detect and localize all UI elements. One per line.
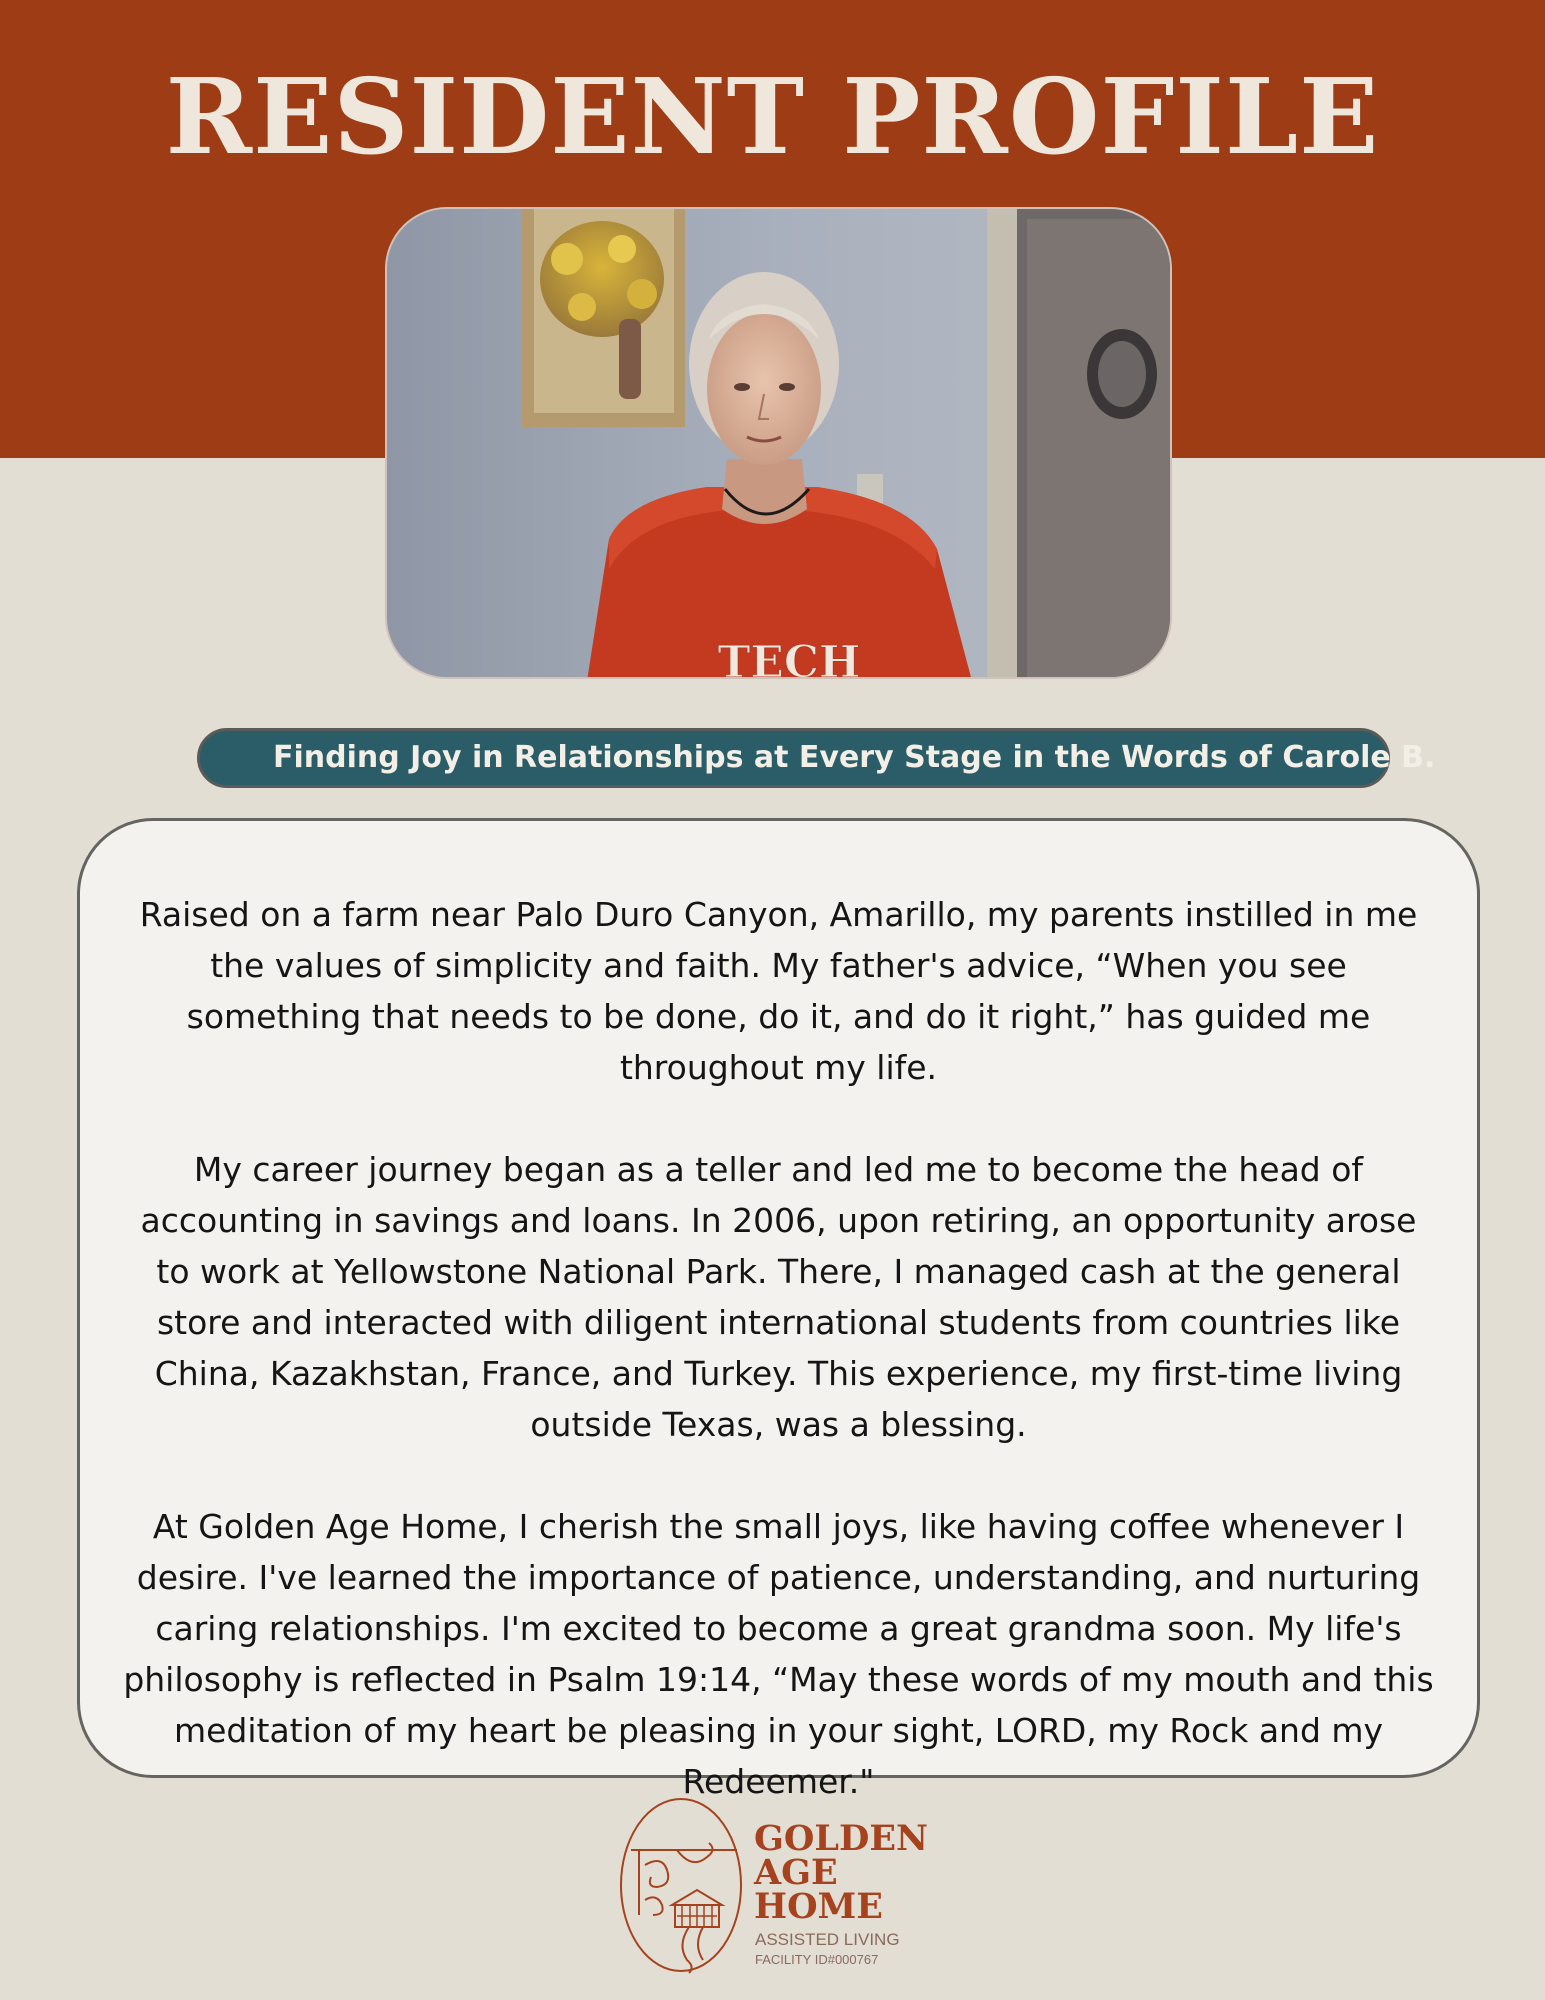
logo-facility-id: FACILITY ID#000767	[755, 1952, 879, 1967]
page-title: RESIDENT PROFILE	[165, 55, 1380, 178]
resident-photo-illustration	[387, 209, 1172, 679]
shirt-text: TECH	[717, 637, 861, 679]
story-paragraph-1: Raised on a farm near Palo Duro Canyon, Amarillo, my parents instilled in me the values of simplicity and faith. My father's advice, “When you see something that needs to be done, do it, and do it right,” has guided me throughout my life.	[139, 895, 1418, 1087]
story-card	[77, 818, 1480, 1801]
story-paragraph-2: My career journey began as a teller and led me to become the head of accounting in savings and loans. In 2006, upon retiring, an opportunity arose to work at Yellowstone National Park. There, I managed cash at the general store and interacted with diligent international students from countries like China, Kazakhstan, France, and Turkey. This experience, my first-time living outside Texas, was a blessing.	[140, 1150, 1417, 1444]
golden-age-home-logo	[617, 1795, 937, 1975]
logo-line-golden: GOLDEN	[754, 1818, 929, 1859]
logo-line-age: AGE	[754, 1852, 838, 1893]
logo-tagline: ASSISTED LIVING	[755, 1930, 900, 1949]
story-paragraph-3: At Golden Age Home, I cherish the small joys, like having coffee whenever I desire. I've learned the importance of patience, understanding, and nurturing caring relationships. I'm excited to become a great grandma soon. My life's philosophy is reflected in Psalm 19:14, “May these words of my mouth and this meditation of my heart be pleasing in your sight, LORD, my Rock and my Redeemer."	[123, 1507, 1434, 1801]
subtitle-banner: Finding Joy in Relationships at Every Stage in the Words of Carole B.	[197, 728, 1390, 788]
resident-photo	[385, 207, 1172, 679]
logo-emblem-icon	[617, 1795, 745, 1975]
logo-line-home: HOME	[754, 1886, 883, 1927]
